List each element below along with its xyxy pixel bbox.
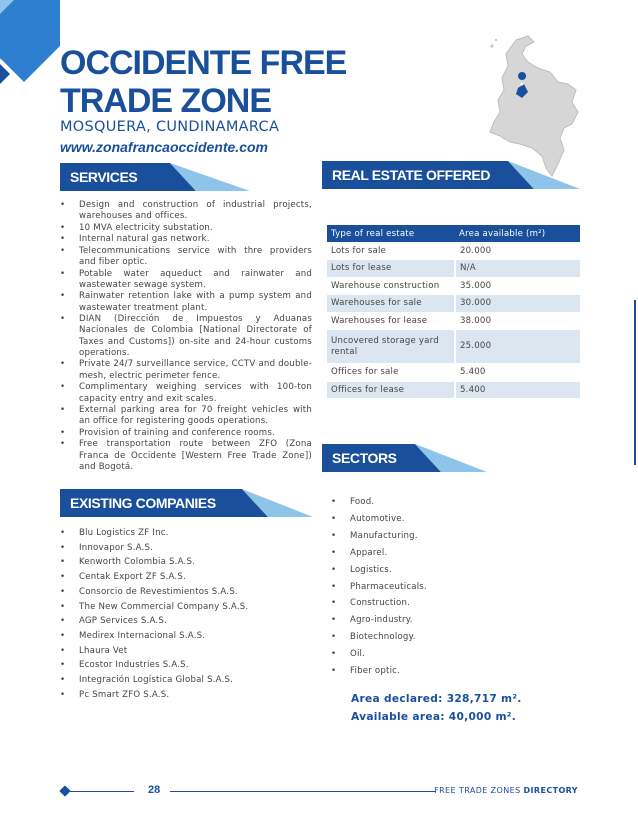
table-row: [327, 330, 580, 364]
list-item: • Logistics.: [331, 562, 581, 579]
list-item: • Biotechnology.: [331, 629, 581, 646]
list-item: • Ecostor Industries S.A.S.: [60, 658, 312, 673]
real-estate-table: [327, 225, 580, 399]
table-cell: Warehouses for sale: [327, 295, 455, 313]
list-item: • Automotive.: [331, 511, 581, 528]
table-row: [327, 312, 580, 330]
list-item: • Construction.: [331, 595, 581, 612]
table-cell: Warehouses for lease: [327, 312, 455, 330]
list-item: • Design and construction of industrial projects, warehouses and offices.: [60, 200, 312, 223]
list-item: • Telecommunications service with thre providers and fiber optic.: [60, 246, 312, 269]
sectors-list: [331, 494, 581, 680]
list-item: • Centak Export ZF S.A.S.: [60, 570, 312, 585]
footer-directory-label: [434, 786, 578, 795]
list-item: • 10 MVA electricity substation.: [60, 223, 312, 234]
table-cell: Offices for lease: [327, 381, 455, 399]
table-cell: 25.000: [455, 330, 580, 364]
table-cell: 35.000: [455, 277, 580, 295]
real-estate-header: [322, 161, 580, 189]
area-available: Available area: 40,000 m².: [351, 711, 517, 723]
table-cell: Uncovered storage yard rental: [327, 330, 455, 364]
table-cell: 20.000: [455, 242, 580, 260]
list-item: • Complimentary weighing services with 100-ton capacity entry and exit scales.: [60, 382, 312, 405]
list-item: • Fiber optic.: [331, 663, 581, 680]
companies-heading: EXISTING COMPANIES: [70, 495, 216, 511]
area-summary: [351, 690, 522, 726]
companies-header: [60, 489, 313, 517]
list-item: • Rainwater retention lake with a pump system and wastewater treatment plant.: [60, 291, 312, 314]
website-link[interactable]: www.zonafrancaoccidente.com: [60, 139, 268, 155]
list-item: • DIAN (Dirección de Impuestos y Aduanas Nacionales de Colombia [National Directorate of Taxes and Customs]) on-site and 24-hour customs operations.: [60, 314, 312, 359]
list-item: • Agro-industry.: [331, 612, 581, 629]
table-cell: 5.400: [455, 364, 580, 382]
side-accent-line: [634, 300, 636, 465]
sectors-header: [322, 444, 487, 472]
location-subtitle: MOSQUERA, CUNDINAMARCA: [60, 119, 280, 135]
list-item: • Integración Logística Global S.A.S.: [60, 673, 312, 688]
list-item: • Oil.: [331, 646, 581, 663]
list-item: • Innovapor S.A.S.: [60, 541, 312, 556]
list-item: • Free transportation route between ZFO (Zona Franca de Occidente [Western Free Trade Zone]) and Bogotá.: [60, 439, 312, 473]
header-arrow-decoration: [224, 489, 313, 517]
list-item: • External parking area for 70 freight vehicles with an office for registering goods operations.: [60, 405, 312, 428]
column-header-type: Type of real estate: [327, 225, 455, 242]
column-header-area: Area available (m²): [455, 225, 580, 242]
header-arrow-decoration: [490, 161, 580, 189]
footer-text-bold: DIRECTORY: [523, 786, 578, 795]
table-row: [327, 260, 580, 278]
list-item: • Food.: [331, 494, 581, 511]
list-item: • AGP Services S.A.S.: [60, 614, 312, 629]
table-cell: N/A: [455, 260, 580, 278]
services-header: [60, 163, 250, 191]
footer-divider: [170, 791, 436, 792]
title-line-1: OCCIDENTE FREE: [60, 44, 347, 82]
list-item: • Provision of training and conference rooms.: [60, 428, 312, 439]
list-item: • Potable water aqueduct and rainwater and wastewater sewage system.: [60, 269, 312, 292]
table-cell: Lots for sale: [327, 242, 455, 260]
table-cell: 30.000: [455, 295, 580, 313]
sectors-heading: SECTORS: [332, 450, 397, 466]
list-item: • Pc Smart ZFO S.A.S.: [60, 688, 312, 703]
area-declared: Area declared: 328,717 m².: [351, 693, 522, 705]
footer-divider: [68, 791, 134, 792]
table-cell: Offices for sale: [327, 364, 455, 382]
corner-decoration: [0, 0, 60, 100]
table-cell: 38.000: [455, 312, 580, 330]
list-item: • The New Commercial Company S.A.S.: [60, 600, 312, 615]
table-row: [327, 364, 580, 382]
table-row: [327, 242, 580, 260]
list-item: • Pharmaceuticals.: [331, 579, 581, 596]
table-row: [327, 381, 580, 399]
list-item: • Consorcio de Revestimientos S.A.S.: [60, 585, 312, 600]
list-item: • Private 24/7 surveillance service, CCTV and double-mesh, electric perimeter fence.: [60, 359, 312, 382]
footer-text-light: FREE TRADE ZONES: [434, 786, 524, 795]
table-cell: 5.400: [455, 381, 580, 399]
list-item: • Medirex Internacional S.A.S.: [60, 629, 312, 644]
list-item: • Lhaura Vet: [60, 644, 312, 659]
table-header-row: [327, 225, 580, 242]
services-list: [60, 200, 312, 473]
page-number: 28: [148, 784, 161, 796]
table-cell: Lots for lease: [327, 260, 455, 278]
header-arrow-decoration: [152, 163, 250, 191]
header-arrow-decoration: [397, 444, 487, 472]
table-cell: Warehouse construction: [327, 277, 455, 295]
list-item: • Internal natural gas network.: [60, 234, 312, 245]
table-row: [327, 295, 580, 313]
real-estate-heading: REAL ESTATE OFFERED: [332, 167, 491, 183]
title-line-2: TRADE ZONE: [60, 82, 271, 120]
list-item: • Blu Logistics ZF Inc.: [60, 526, 312, 541]
companies-list: [60, 526, 312, 702]
page-title: [60, 44, 346, 120]
list-item: • Apparel.: [331, 545, 581, 562]
table-row: [327, 277, 580, 295]
list-item: • Manufacturing.: [331, 528, 581, 545]
colombia-map-icon: [476, 32, 586, 182]
list-item: • Kenworth Colombia S.A.S.: [60, 555, 312, 570]
services-heading: SERVICES: [70, 169, 138, 185]
